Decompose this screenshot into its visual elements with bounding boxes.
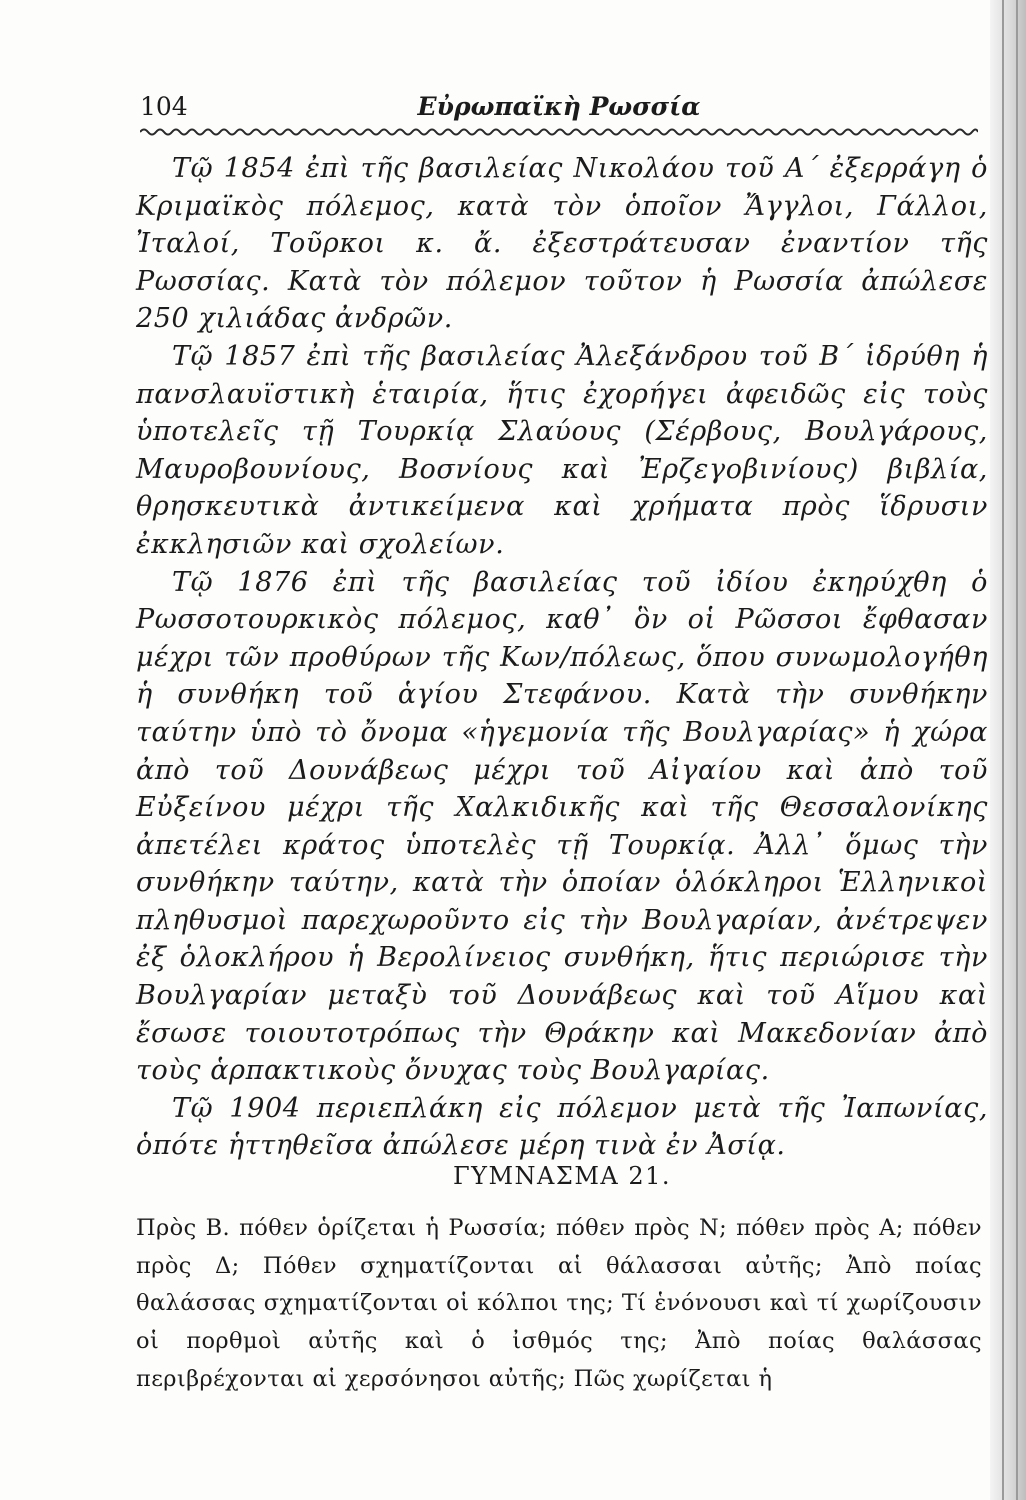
page-edge-line xyxy=(1002,0,1004,1500)
running-title: Εὐρωπαϊκὴ Ρωσσία xyxy=(417,92,701,121)
wavy-rule-divider xyxy=(140,126,978,138)
page-number: 104 xyxy=(140,92,188,121)
exercise-paragraph: Πρὸς Β. πόθεν ὁρίζεται ἡ Ρωσσία; πόθεν πρὸς Ν; πόθεν πρὸς Α; πόθεν πρὸς Δ; Πόθεν σχηματίζονται αἱ θάλασσαι αὐτῆς; Ἀπὸ ποίας θαλάσσας σχηματίζονται οἱ κόλποι της; Τί ἑνόνουσι καὶ τί χωρίζουσιν οἱ πορθμοὶ αὐτῆς καὶ ὁ ἰσθμός της; Ἀπὸ ποίας θαλάσσας περιβρέχονται αἱ χερσόνησοι αὐτῆς; Πῶς χωρίζεται ἡ xyxy=(136,1215,982,1392)
page-edge-shadow xyxy=(990,0,1026,1500)
exercise-questions xyxy=(136,1210,982,1399)
paragraph-1904: Τῷ 1904 περιεπλάκη εἰς πόλεμον μετὰ τῆς Ἰαπωνίας, ὁπότε ἡττηθεῖσα ἀπώλεσε μέρη τινὰ ἐν Ἀσίᾳ. xyxy=(136,1092,988,1162)
page-header xyxy=(140,86,978,126)
history-text xyxy=(136,150,988,1165)
exercise-title: ΓΥΜΝΑΣΜΑ 21. xyxy=(452,1162,672,1190)
paragraph-1854: Τῷ 1854 ἐπὶ τῆς βασιλείας Νικολάου τοῦ Α΄ ἐξερράγη ὁ Κριμαϊκὸς πόλεμος, κατὰ τὸν ὁποῖον Ἄγγλοι, Γάλλοι, Ἰταλοί, Τοῦρκοι κ. ἄ. ἐξεστράτευσαν ἐναντίον τῆς Ρωσσίας. Κατὰ τὸν πόλεμον τοῦτον ἡ Ρωσσία ἀπώλεσε 250 χιλιάδας ἀνδρῶν. xyxy=(136,153,988,335)
page-edge-line xyxy=(1016,0,1018,1500)
paragraph-1876: Τῷ 1876 ἐπὶ τῆς βασιλείας τοῦ ἰδίου ἐκηρύχθη ὁ Ρωσσοτουρκικὸς πόλεμος, καθ᾽ ὃν οἱ Ρῶσσοι ἔφθασαν μέχρι τῶν προθύρων τῆς Κων/πόλεως, ὅπου συνωμολογήθη ἡ συνθήκη τοῦ ἁγίου Στεφάνου. Κατὰ τὴν συνθήκην ταύτην ὑπὸ τὸ ὄνομα «ἡγεμονία τῆς Βουλγαρίας» ἡ χώρα ἀπὸ τοῦ Δουνάβεως μέχρι τοῦ Αἰγαίου καὶ ἀπὸ τοῦ Εὐξείνου μέχρι τῆς Χαλκιδικῆς καὶ τῆς Θεσσαλονίκης ἀπετέλει κράτος ὑποτελὲς τῇ Τουρκίᾳ. Ἀλλ᾽ ὅμως τὴν συνθήκην ταύτην, κατὰ τὴν ὁποίαν ὁλόκληροι Ἑλληνικοὶ πληθυσμοὶ παρεχωροῦντο εἰς τὴν Βουλγαρίαν, ἀνέτρεψεν ἐξ ὁλοκλήρου ἡ Βερολίνειος συνθήκη, ἥτις περιώρισε τὴν Βουλγαρίαν μεταξὺ τοῦ Δουνάβεως καὶ τοῦ Αἵμου καὶ ἔσωσε τοιουτοτρόπως τὴν Θράκην καὶ Μακεδονίαν ἀπὸ τοὺς ἁρπακτικοὺς ὄνυχας τοὺς Βουλγαρίας. xyxy=(136,566,988,1087)
paragraph-1857: Τῷ 1857 ἐπὶ τῆς βασιλείας Ἀλεξάνδρου τοῦ Β΄ ἱδρύθη ἡ πανσλαυϊστικὴ ἑταιρία, ἥτις ἐχορήγει ἀφειδῶς εἰς τοὺς ὑποτελεῖς τῇ Τουρκίᾳ Σλαύους (Σέρβους, Βουλγάρους, Μαυροβουνίους, Βοσνίους καὶ Ἐρζεγοβινίους) βιβλία, θρησκευτικὰ ἀντικείμενα καὶ χρήματα πρὸς ἵδρυσιν ἐκκλησιῶν καὶ σχολείων. xyxy=(136,340,988,560)
